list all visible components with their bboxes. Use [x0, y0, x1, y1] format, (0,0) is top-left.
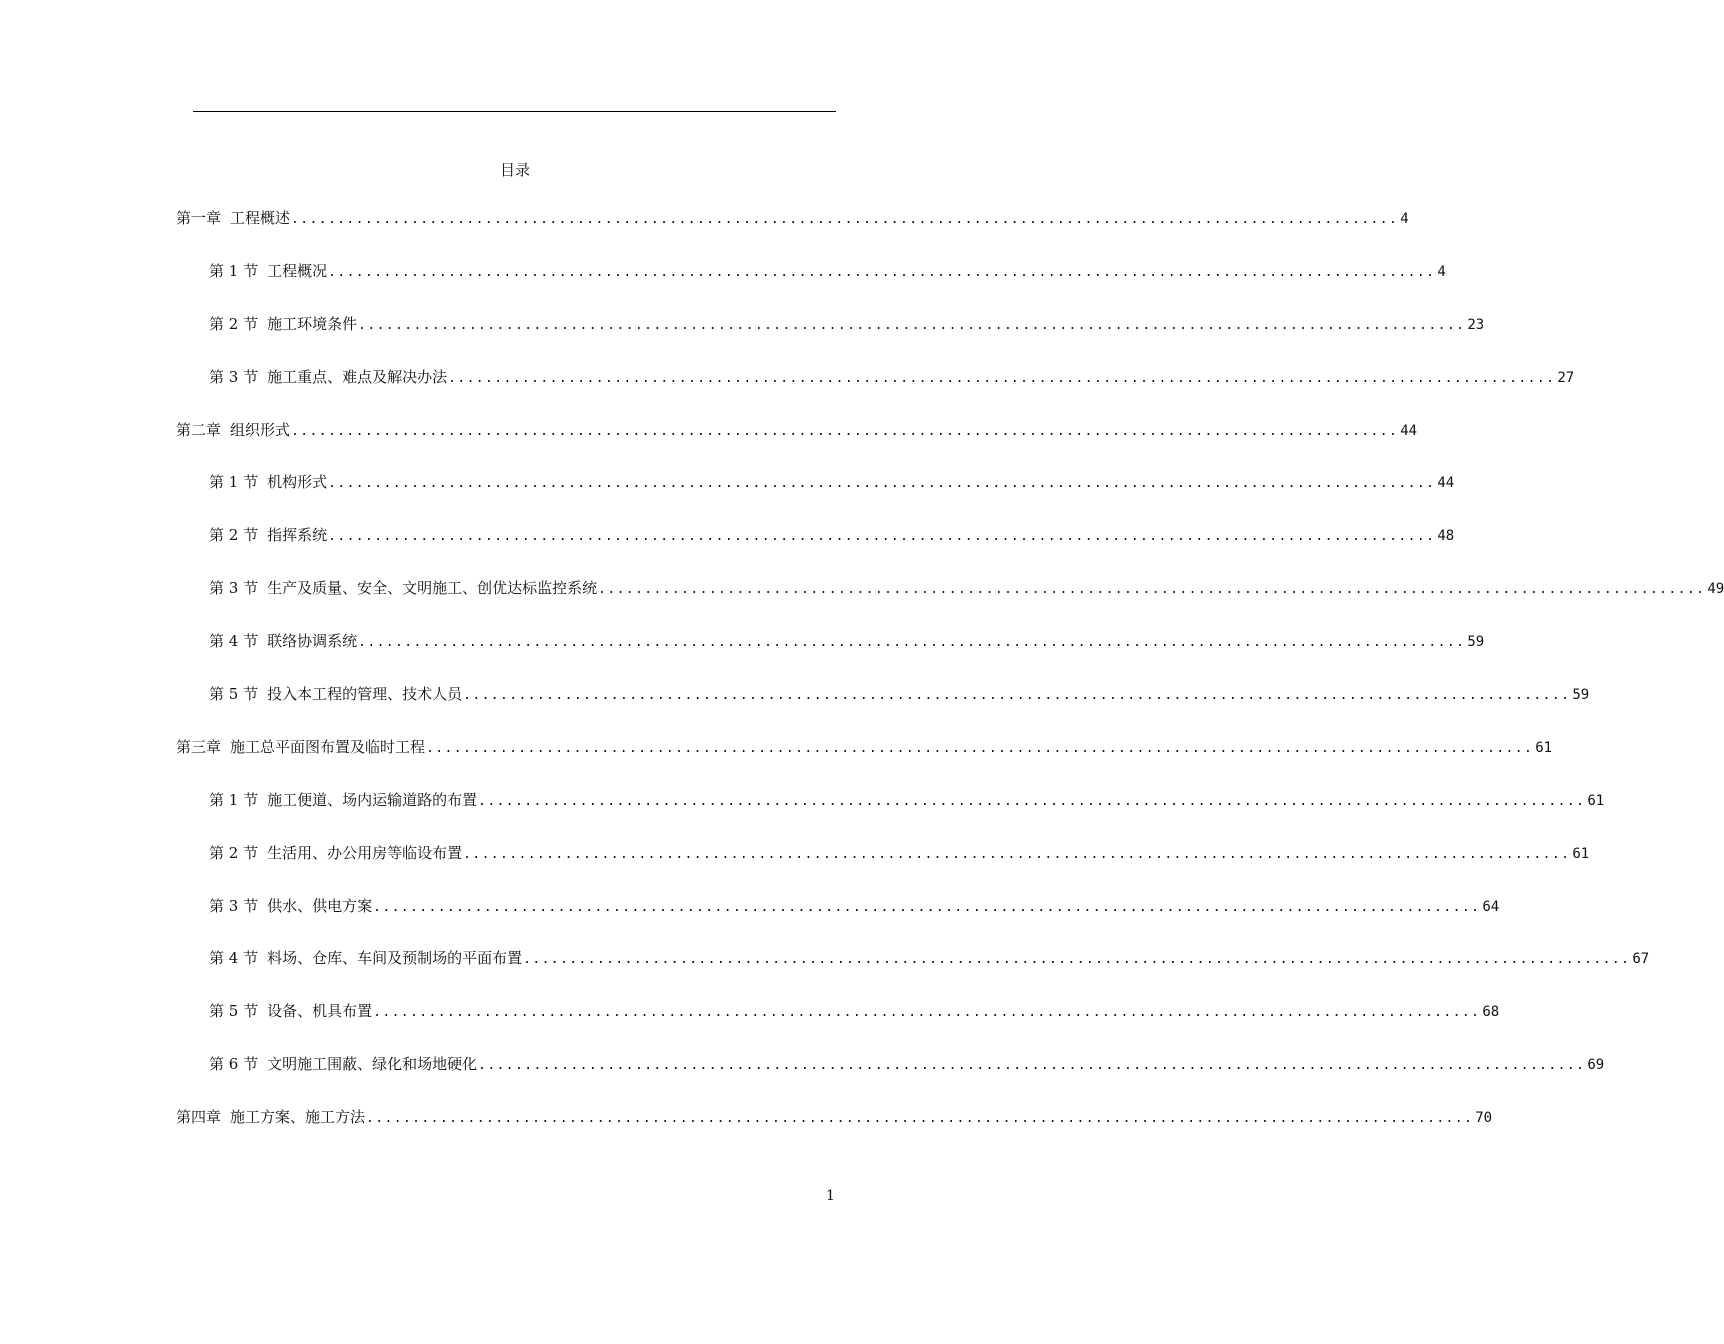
entry-page-number: 61 [1535, 739, 1553, 756]
entry-number: 第 6 节 [209, 1055, 259, 1074]
toc-entry-chapter[interactable] [176, 1106, 1493, 1159]
entry-number: 第 1 节 [209, 790, 259, 809]
entry-title: 工程概述 [230, 209, 291, 227]
entry-number: 第 4 节 [209, 632, 259, 651]
entry-title: 指挥系统 [267, 526, 328, 545]
entry-title: 施工方案、施工方法 [230, 1108, 366, 1127]
entry-page-number: 67 [1632, 951, 1650, 968]
entry-number: 第四章 [176, 1108, 222, 1127]
dot-leader: ........................................................................................................................ [373, 899, 1481, 915]
entry-title: 生产及质量、安全、文明施工、创优达标监控系统 [267, 579, 598, 598]
entry-page-number: 61 [1587, 792, 1605, 809]
entry-page-number: 64 [1482, 898, 1500, 915]
dot-leader: ........................................................................................................................ [328, 529, 1436, 545]
toc-list [176, 207, 1724, 1159]
entry-number: 第一章 [176, 209, 222, 227]
entry-number: 第 2 节 [209, 843, 259, 862]
entry-number: 第 3 节 [209, 579, 259, 598]
dot-leader: ........................................................................................................................ [463, 846, 1571, 862]
entry-number: 第 5 节 [209, 1002, 259, 1021]
toc-entry-section[interactable] [176, 313, 1485, 366]
entry-title: 工程概况 [267, 261, 328, 280]
entry-number: 第三章 [176, 737, 222, 756]
dot-leader: ........................................................................................................................ [463, 688, 1571, 704]
toc-entry-section[interactable] [176, 260, 1446, 313]
entry-number: 第 1 节 [209, 473, 259, 492]
entry-page-number: 49 [1707, 581, 1724, 598]
entry-title: 施工重点、难点及解决办法 [267, 367, 448, 386]
dot-leader: ........................................................................................................................ [448, 370, 1556, 386]
toc-entry-section[interactable] [176, 947, 1650, 1000]
entry-page-number: 61 [1572, 845, 1590, 862]
entry-number: 第 4 节 [209, 949, 259, 968]
dot-leader: ........................................................................................................................ [328, 476, 1436, 492]
entry-title: 施工总平面图布置及临时工程 [230, 737, 426, 756]
entry-title: 生活用、办公用房等临设布置 [267, 843, 463, 862]
dot-leader: ........................................................................................................................ [373, 1005, 1481, 1021]
toc-entry-section[interactable] [176, 1000, 1500, 1053]
entry-page-number: 27 [1557, 369, 1575, 386]
entry-number: 第二章 [176, 420, 222, 439]
toc-entry-chapter[interactable] [176, 419, 1418, 472]
entry-page-number: 69 [1587, 1057, 1605, 1074]
dot-leader: ........................................................................................................................ [358, 635, 1466, 651]
entry-page-number: 59 [1572, 687, 1590, 704]
entry-page-number: 48 [1437, 528, 1455, 545]
dot-leader: ........................................................................................................................ [598, 582, 1706, 598]
entry-title: 料场、仓库、车间及预制场的平面布置 [267, 949, 523, 968]
page-number: 1 [826, 1188, 835, 1204]
entry-page-number: 23 [1467, 316, 1485, 333]
entry-title: 组织形式 [230, 420, 291, 439]
toc-entry-section[interactable] [176, 366, 1575, 419]
entry-number: 第 2 节 [209, 314, 259, 333]
entry-number: 第 5 节 [209, 685, 259, 704]
dot-leader: ........................................................................................................................ [523, 952, 1631, 968]
toc-title: 目录 [499, 161, 530, 179]
header-rule [193, 111, 836, 112]
entry-title: 施工便道、场内运输道路的布置 [267, 790, 478, 809]
toc-entry-section[interactable] [176, 524, 1455, 577]
entry-number: 第 1 节 [209, 261, 259, 280]
dot-leader: ........................................................................................................................ [328, 264, 1436, 280]
entry-page-number: 70 [1475, 1110, 1493, 1127]
toc-entry-section[interactable] [176, 683, 1590, 736]
entry-title: 设备、机具布置 [267, 1002, 373, 1021]
entry-page-number: 4 [1437, 263, 1446, 280]
dot-leader: ........................................................................................................................ [358, 317, 1466, 333]
dot-leader: ........................................................................................................................ [366, 1111, 1474, 1127]
toc-entry-section[interactable] [176, 842, 1590, 895]
entry-title: 机构形式 [267, 473, 328, 492]
dot-leader: ........................................................................................................................ [291, 212, 1399, 227]
dot-leader: ........................................................................................................................ [291, 423, 1399, 439]
entry-page-number: 59 [1467, 634, 1485, 651]
toc-entry-chapter[interactable] [176, 207, 1409, 260]
entry-page-number: 4 [1400, 211, 1409, 227]
entry-number: 第 3 节 [209, 367, 259, 386]
toc-entry-section[interactable] [176, 471, 1455, 524]
dot-leader: ........................................................................................................................ [426, 740, 1534, 756]
toc-entry-section[interactable] [176, 1053, 1605, 1106]
entry-page-number: 44 [1400, 422, 1418, 439]
entry-page-number: 68 [1482, 1004, 1500, 1021]
toc-entry-section[interactable] [176, 789, 1605, 842]
dot-leader: ........................................................................................................................ [478, 1058, 1586, 1074]
entry-title: 供水、供电方案 [267, 896, 373, 915]
entry-number: 第 3 节 [209, 896, 259, 915]
dot-leader: ........................................................................................................................ [478, 793, 1586, 809]
entry-title: 联络协调系统 [267, 632, 358, 651]
entry-number: 第 2 节 [209, 526, 259, 545]
toc-entry-section[interactable] [176, 630, 1485, 683]
toc-entry-chapter[interactable] [176, 736, 1553, 789]
entry-title: 施工环境条件 [267, 314, 358, 333]
toc-entry-section[interactable] [176, 577, 1724, 630]
entry-page-number: 44 [1437, 475, 1455, 492]
entry-title: 投入本工程的管理、技术人员 [267, 685, 463, 704]
entry-title: 文明施工围蔽、绿化和场地硬化 [267, 1055, 478, 1074]
toc-entry-section[interactable] [176, 895, 1500, 948]
